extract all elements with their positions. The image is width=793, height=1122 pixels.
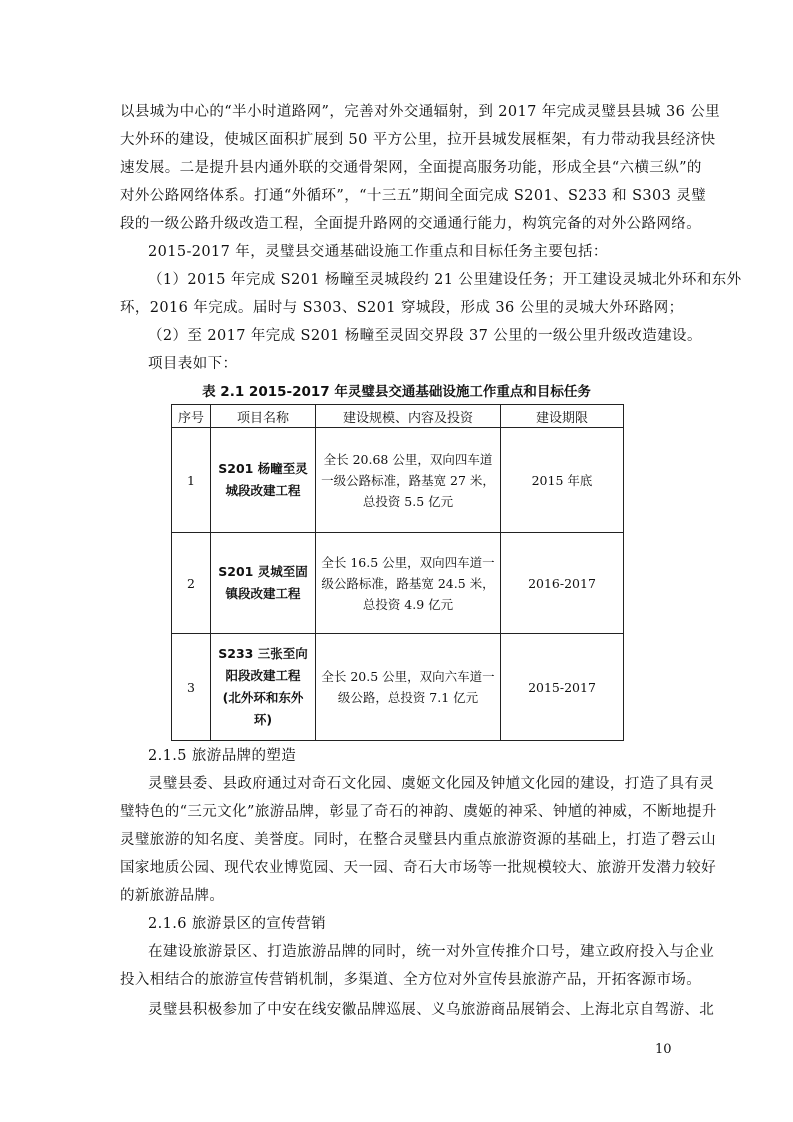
- scope-line: 一级公路标准，路基宽 27 米，: [321, 472, 495, 488]
- table-row: [172, 533, 624, 634]
- section-heading: 2.1.6 旅游景区的宣传营销: [148, 916, 327, 932]
- project-scope: [316, 533, 501, 634]
- project-name-line: 环): [253, 712, 273, 727]
- text-line: 以县城为中心的“半小时道路网”，完善对外交通辐射，到 2017 年完成灵璧县县城 36 公里: [120, 104, 721, 120]
- section-2-1-5-body: [120, 770, 717, 910]
- header-cell-period: 建设期限: [501, 405, 624, 428]
- project-name-line: S233 三张至向: [218, 646, 308, 661]
- scope-line: 全长 16.5 公里，双向四车道一: [321, 554, 495, 570]
- section-2-1-6-heading: [120, 910, 676, 938]
- scope-line: 级公路，总投资 7.1 亿元: [337, 690, 479, 705]
- row-number: 3: [172, 634, 211, 741]
- scope-line: 总投资 4.9 亿元: [362, 596, 454, 612]
- scope-line: 级公路标准，路基宽 24.5 米，: [321, 575, 495, 591]
- project-name-line: 镇段改建工程: [225, 586, 301, 601]
- text-line: 2015-2017 年，灵璧县交通基础设施工作重点和目标任务主要包括：: [148, 244, 608, 260]
- project-name-line: S201 杨疃至灵: [218, 461, 308, 476]
- table-lead: [120, 350, 676, 378]
- table-caption: 表 2.1 2015-2017 年灵璧县交通基础设施工作重点和目标任务: [202, 384, 591, 400]
- text-line: 项目表如下：: [148, 356, 238, 372]
- page-number: 10: [655, 1042, 672, 1057]
- text-line: （1）2015 年完成 S201 杨疃至灵城段约 21 公里建设任务；开工建设灵城北外环和东外: [148, 272, 742, 288]
- task-item-1: [120, 266, 742, 322]
- scope-line: 总投资 5.5 亿元: [362, 493, 454, 509]
- project-name: [211, 533, 316, 634]
- text-line: 的新旅游品牌。: [120, 888, 225, 904]
- project-period: 2015 年底: [501, 428, 624, 533]
- row-number: 1: [172, 428, 211, 533]
- text-line: 段的一级公路升级改造工程，全面提升路网的交通通行能力，构筑完备的对外公路网络。: [120, 216, 702, 232]
- table-row: [172, 634, 624, 741]
- text-line: 对外公路网络体系。打通“外循环”，“十三五”期间全面完成 S201、S233 和 S303 灵璧: [120, 188, 707, 204]
- text-line: 国家地质公园、现代农业博览园、天一园、奇石大市场等一批规模较大、旅游开发潜力较好: [120, 860, 716, 876]
- header-cell-name: 项目名称: [211, 405, 316, 428]
- text-line: 灵璧县积极参加了中安在线安徽品牌巡展、义乌旅游商品展销会、上海北京自驾游、北: [148, 1002, 715, 1018]
- project-period: 2016-2017: [501, 533, 624, 634]
- text-line: 灵璧县委、县政府通过对奇石文化园、虞姬文化园及钟馗文化园的建设，打造了具有灵: [148, 776, 715, 792]
- section-2-1-6-body: [120, 938, 715, 994]
- section-2-1-6-continuation: [120, 996, 715, 1024]
- project-name-line: 城段改建工程: [225, 483, 301, 498]
- row-number: 2: [172, 533, 211, 634]
- project-name: [211, 634, 316, 741]
- scope-line: 全长 20.68 公里，双向四车道: [323, 451, 493, 467]
- scope-line: 全长 20.5 公里，双向六车道一: [321, 669, 495, 684]
- header-cell-scope: 建设规模、内容及投资: [316, 405, 501, 428]
- tasks-intro: [120, 238, 676, 266]
- text-line: 在建设旅游景区、打造旅游品牌的同时，统一对外宣传推介口号，建立政府投入与企业: [148, 944, 715, 960]
- project-name-line: (北外环和东外: [222, 690, 304, 705]
- header-cell-number: 序号: [172, 405, 211, 428]
- text-line: 投入相结合的旅游宣传营销机制，多渠道、全方位对外宣传县旅游产品，开拓客源市场。: [120, 972, 702, 988]
- project-name-line: S201 灵城至固: [218, 564, 308, 579]
- project-period: 2015-2017: [501, 634, 624, 741]
- text-line: 环，2016 年完成。届时与 S303、S201 穿城段，形成 36 公里的灵城大外环路网；: [120, 300, 684, 316]
- text-line: 大外环的建设，使城区面积扩展到 50 平方公里，拉开县城发展框架，有力带动我县经济快: [120, 132, 716, 148]
- project-table: [171, 404, 624, 741]
- text-line: 璧特色的“三元文化”旅游品牌，彰显了奇石的神韵、虞姬的神采、钟馗的神威，不断地提升: [120, 804, 717, 820]
- project-name-line: 阳段改建工程: [225, 668, 301, 683]
- project-scope: [316, 428, 501, 533]
- text-line: （2）至 2017 年完成 S201 杨疃至灵固交界段 37 公里的一级公里升级改造建设。: [148, 328, 702, 344]
- section-heading: 2.1.5 旅游品牌的塑造: [148, 748, 297, 764]
- table-row: [172, 428, 624, 533]
- text-line: 灵璧旅游的知名度、美誉度。同时，在整合灵璧县内重点旅游资源的基础上，打造了磬云山: [120, 832, 716, 848]
- project-name: [211, 428, 316, 533]
- task-item-2: [120, 322, 702, 350]
- intro-paragraph: [120, 98, 721, 238]
- text-line: 速发展。二是提升县内通外联的交通骨架网，全面提高服务功能，形成全县“六横三纵”的: [120, 160, 702, 176]
- table-header-row: [172, 405, 624, 428]
- project-scope: [316, 634, 501, 741]
- section-2-1-5-heading: [120, 742, 676, 770]
